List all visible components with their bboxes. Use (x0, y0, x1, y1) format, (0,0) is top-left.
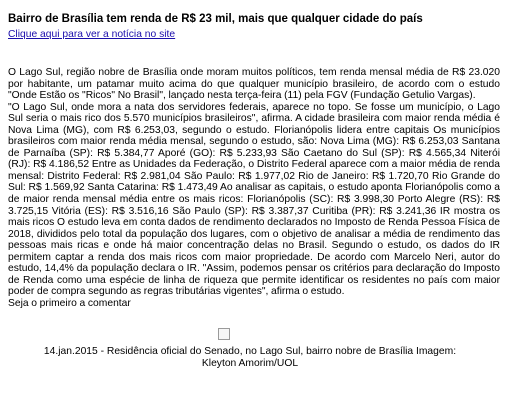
image-caption (20, 346, 480, 370)
first-comment-link[interactable]: Seja o primeiro a comentar (8, 297, 131, 309)
article-paragraph-2: "O Lago Sul, onde mora a nata dos servidores federais, aparece no topo. Se fosse um município, o Lago Sul seria o mais rico dos 5.570 municípios brasileiros", afirma. A cidade brasileira com maior renda média é Nova Lima (MG), com R$ 6.253,03, segundo o estudo. Florianópolis lidera entre capitais Os municípios brasileiros com maior renda média mensal, segundo o estudo, são: Nova Lima (MG): R$ 6.253,03 Santana de Parnaíba (SP): R$ 5.384,77 Aporé (GO): R$ 5.233,93 São Caetano do Sul (SP): R$ 4.565,34 Niterói (RJ): R$ 4.186,52 Entre as Unidades da Federação, o Distrito Federal aparece com a maior média de renda mensal: Distrito Federal: R$ 2.981,04 São Paulo: R$ 1.977,02 Rio de Janeiro: R$ 1.720,70 Rio Grande do Sul: R$ 1.569,92 Santa Catarina: R$ 1.473,49 Ao analisar as capitais, o estudo aponta Florianópolis como a de maior renda mensal média entre os mais ricos: Florianópolis (SC): R$ 3.998,30 Porto Alegre (RS): R$ 3.725,15 Vitória (ES): R$ 3.516,16 São Paulo (SP): R$ 3.387,37 Curitiba (PR): R$ 3.241,36 IR mostra os mais ricos O estudo leva em conta dados de rendimento declarados no Imposto de Renda Pessoa Física de 2018, divididos pelo total da população dos lugares, com o objetivo de analisar a média de rendimento das pessoas mais ricas e onde há maior concentração delas no Brasil. Segundo o estudo, os dados do IR permitem captar a renda dos mais ricos com maior propriedade. De acordo com Marcelo Neri, autor do estudo, 14,4% da população declara o IR. "Assim, podemos pensar os critérios para declaração do Imposto de Renda como uma espécie de linha de riqueza que permite identificar os residentes no país com maior poder de compra segundo as regras tributárias vigentes", afirma o estudo. (8, 101, 500, 298)
article-title: Bairro de Brasília tem renda de R$ 23 mil, mais que qualquer cidade do país (8, 13, 423, 25)
view-on-site-link[interactable]: Clique aqui para ver a notícia no site (8, 29, 176, 40)
image-caption-line-2: Kleyton Amorim/UOL (201, 358, 299, 369)
article-paragraph-1: O Lago Sul, região nobre de Brasília onde moram muitos políticos, tem renda mensal média de R$ 23.020 por habitante, um patamar muito acima do que qualquer município brasileiro, de acordo com o estudo "Onde Estão os "Ricos" No Brasil", lançado nesta terça-feira (11) pela FGV (Fundação Getulio Vargas). (8, 67, 500, 102)
image-caption-line-1: 14.jan.2015 - Residência oficial do Senado, no Lago Sul, bairro nobre de Brasília Imagem: (43, 346, 457, 357)
article-body (8, 67, 500, 309)
broken-image-icon (218, 328, 230, 340)
